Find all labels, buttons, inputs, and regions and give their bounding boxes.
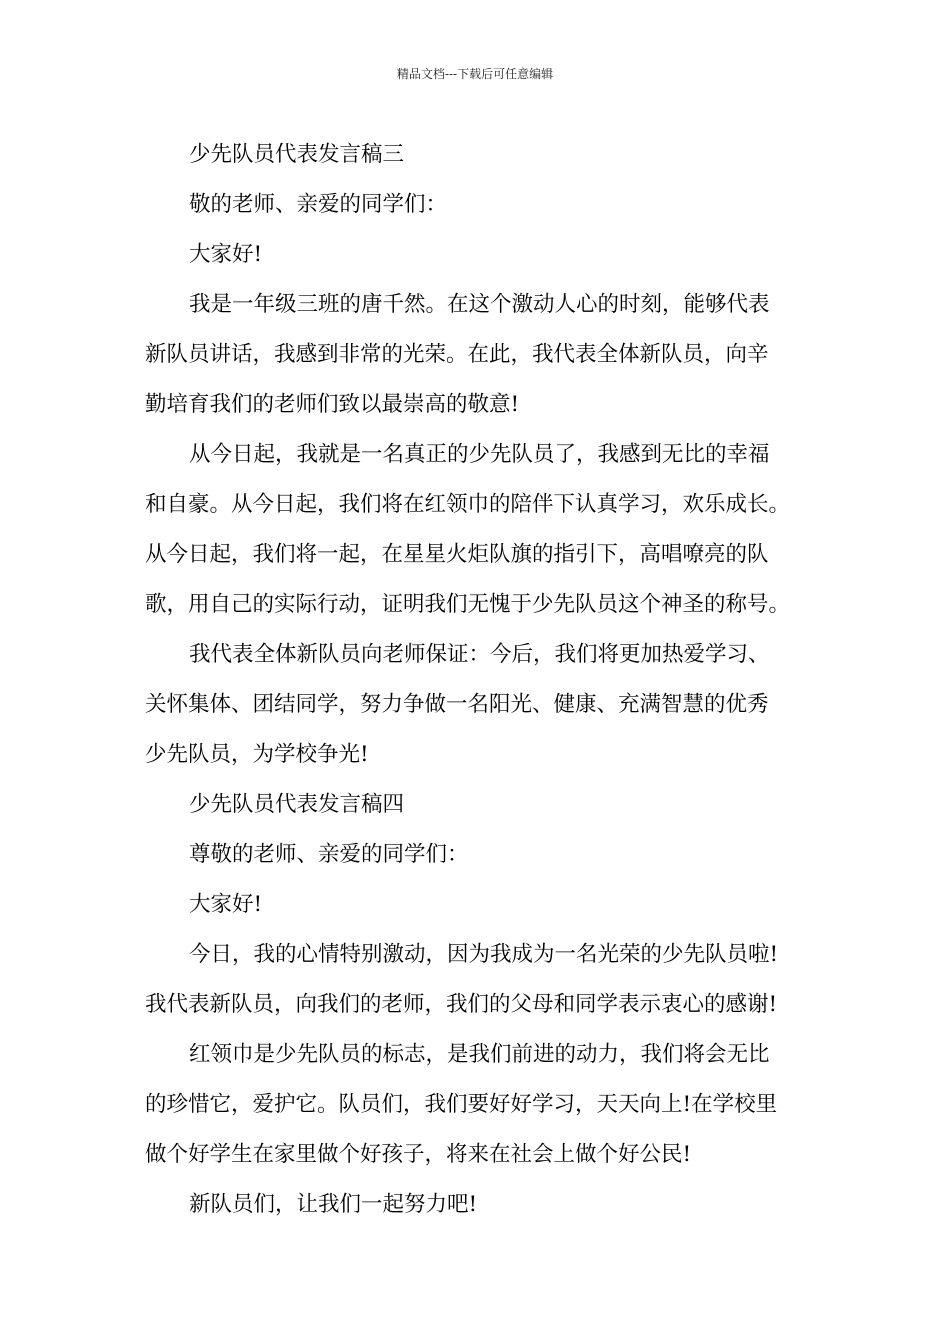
paragraph-line: 少先队员，为学校争光! <box>145 742 369 767</box>
paragraph-line: 歌，用自己的实际行动，证明我们无愧于少先队员这个神圣的称号。 <box>145 592 791 617</box>
paragraph-line: 我代表新队员，向我们的老师，我们的父母和同学表示衷心的感谢! <box>145 992 778 1017</box>
document-body <box>145 130 815 1230</box>
paragraph-line: 的珍惜它，爱护它。队员们，我们要好好学习，天天向上!在学校里 <box>145 1092 778 1117</box>
greeting: 大家好! <box>189 892 263 917</box>
greeting: 大家好! <box>189 242 263 267</box>
salutation: 敬的老师、亲爱的同学们： <box>189 192 448 217</box>
paragraph-line: 我是一年级三班的唐千然。在这个激动人心的时刻，能够代表 <box>189 292 770 317</box>
paragraph-line: 从今日起，我就是一名真正的少先队员了，我感到无比的幸福 <box>189 442 770 467</box>
section-title: 少先队员代表发言稿三 <box>189 142 405 167</box>
paragraph-line: 勤培育我们的老师们致以最崇高的敬意! <box>145 392 520 417</box>
section-title: 少先队员代表发言稿四 <box>189 792 405 817</box>
paragraph-line: 新队员讲话，我感到非常的光荣。在此，我代表全体新队员，向辛 <box>145 342 769 367</box>
paragraph-line: 我代表全体新队员向老师保证：今后，我们将更加热爱学习、 <box>189 642 770 667</box>
page-header: 精品文档---下载后可任意编辑 <box>396 67 554 81</box>
paragraph-line: 今日，我的心情特别激动，因为我成为一名光荣的少先队员啦! <box>189 942 779 967</box>
paragraph-line: 新队员们，让我们一起努力吧! <box>189 1192 478 1217</box>
salutation: 尊敬的老师、亲爱的同学们： <box>189 842 469 867</box>
paragraph-line: 从今日起，我们将一起，在星星火炬队旗的指引下，高唱嘹亮的队 <box>145 542 769 567</box>
paragraph-line: 和自豪。从今日起，我们将在红领巾的陪伴下认真学习，欢乐成长。 <box>145 492 791 517</box>
paragraph-line: 红领巾是少先队员的标志，是我们前进的动力，我们将会无比 <box>189 1042 770 1067</box>
paragraph-line: 做个好学生在家里做个好孩子，将来在社会上做个好公民! <box>145 1142 692 1167</box>
paragraph-line: 关怀集体、团结同学，努力争做一名阳光、健康、充满智慧的优秀 <box>145 692 769 717</box>
